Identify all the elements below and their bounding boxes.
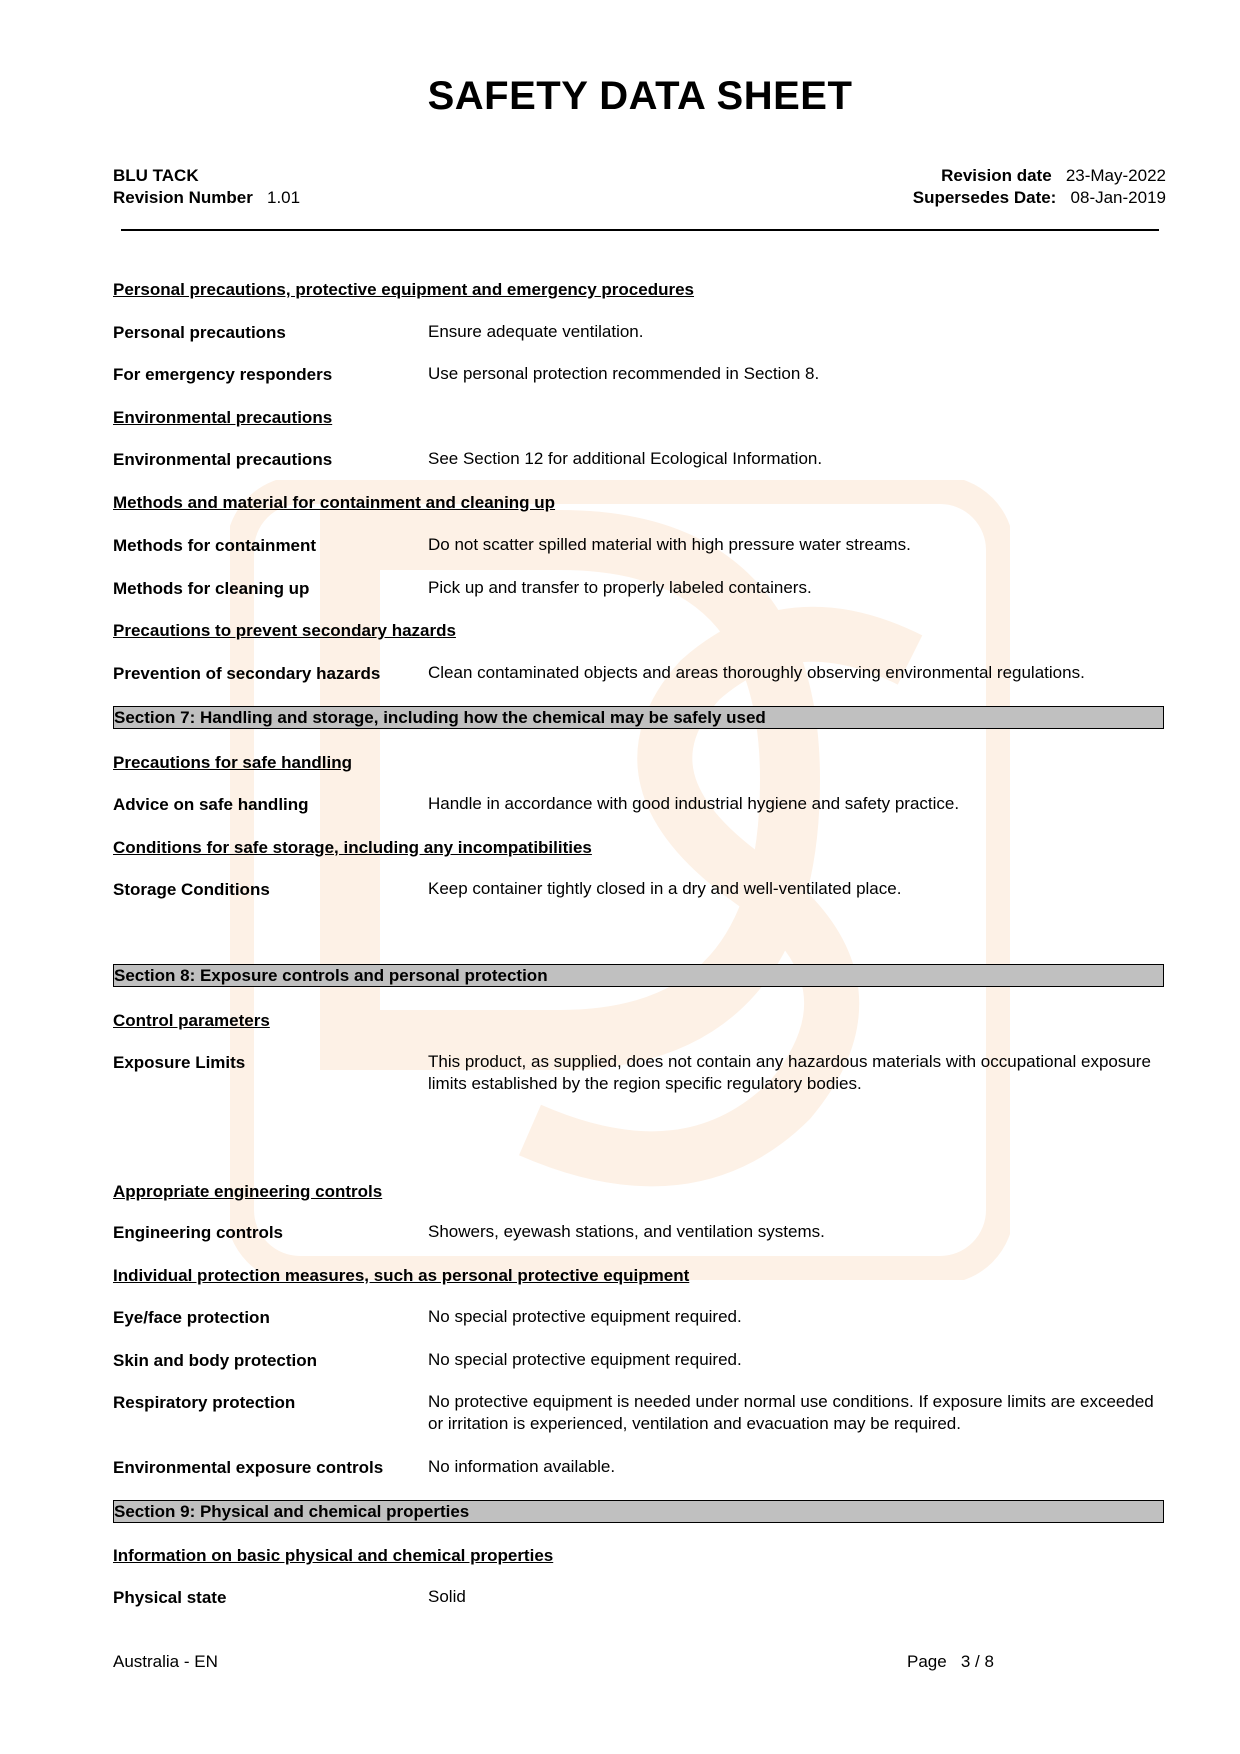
field-value-advice-on-safe-handling: Handle in accordance with good industrial hygiene and safety practice. — [428, 794, 960, 813]
revision-date-label: Revision date — [941, 166, 1052, 185]
field-label-respiratory-protection: Respiratory protection — [113, 1393, 296, 1412]
revision-number-value: 1.01 — [266, 188, 301, 207]
field-label-prevention-of-secondary-hazards: Prevention of secondary hazards — [113, 664, 381, 683]
header-divider — [121, 229, 1159, 231]
subheading-precautions-to-prevent-secondary-hazards: Precautions to prevent secondary hazards — [113, 621, 456, 640]
field-label-skin-and-body-protection: Skin and body protection — [113, 1351, 318, 1370]
revision-number-label: Revision Number — [113, 188, 253, 207]
subheading-methods-and-material-for-containment-and: Methods and material for containment and cleaning up — [113, 493, 556, 512]
field-value-methods-for-cleaning-up: Pick up and transfer to properly labeled containers. — [428, 578, 812, 597]
supersedes-date-label: Supersedes Date: — [912, 188, 1057, 207]
field-value-environmental-exposure-controls: No information available. — [428, 1457, 616, 1476]
field-label-exposure-limits: Exposure Limits — [113, 1053, 246, 1072]
section-header-section-9-physical-and-chemical-properti: Section 9: Physical and chemical properties — [113, 1500, 1164, 1523]
field-label-environmental-exposure-controls: Environmental exposure controls — [113, 1458, 384, 1477]
field-label-engineering-controls: Engineering controls — [113, 1223, 284, 1242]
field-value-for-emergency-responders: Use personal protection recommended in Section 8. — [428, 364, 820, 383]
field-value-prevention-of-secondary-hazards: Clean contaminated objects and areas thoroughly observing environmental regulations. — [428, 663, 1085, 682]
document-title: SAFETY DATA SHEET — [427, 74, 853, 118]
subheading-conditions-for-safe-storage-including-an: Conditions for safe storage, including any incompatibilities — [113, 838, 592, 857]
field-label-methods-for-containment: Methods for containment — [113, 536, 317, 555]
field-value-engineering-controls: Showers, eyewash stations, and ventilation systems. — [428, 1222, 825, 1241]
field-value-respiratory-protection: No protective equipment is needed under normal use conditions. If exposure limits are exceeded or irritation is experienced, ventilation and evacuation may be required. — [428, 1392, 1154, 1433]
revision-date-value: 23-May-2022 — [1065, 166, 1166, 185]
field-label-storage-conditions: Storage Conditions — [113, 880, 270, 899]
field-value-exposure-limits: This product, as supplied, does not contain any hazardous materials with occupational exposure limits established by the region specific regulatory bodies. — [428, 1052, 1151, 1093]
subheading-precautions-for-safe-handling: Precautions for safe handling — [113, 753, 352, 772]
field-value-environmental-precautions: See Section 12 for additional Ecological Information. — [428, 449, 823, 468]
subheading-personal-precautions-protective-equipmen: Personal precautions, protective equipment and emergency procedures — [113, 280, 695, 299]
section-header-section-8-exposure-controls-and-personal: Section 8: Exposure controls and personal protection — [113, 964, 1164, 987]
field-label-methods-for-cleaning-up: Methods for cleaning up — [113, 579, 310, 598]
page-label: Page — [907, 1652, 947, 1671]
product-name: BLU TACK — [113, 166, 199, 185]
field-label-physical-state: Physical state — [113, 1588, 227, 1607]
field-label-for-emergency-responders: For emergency responders — [113, 365, 333, 384]
supersedes-date-value: 08-Jan-2019 — [1070, 188, 1166, 207]
section-header-section-7-handling-and-storage-including: Section 7: Handling and storage, including how the chemical may be safely used — [113, 706, 1164, 729]
field-label-environmental-precautions: Environmental precautions — [113, 450, 333, 469]
field-label-advice-on-safe-handling: Advice on safe handling — [113, 795, 309, 814]
field-value-methods-for-containment: Do not scatter spilled material with high pressure water streams. — [428, 535, 911, 554]
revision-date — [941, 165, 1166, 187]
field-label-personal-precautions: Personal precautions — [113, 323, 286, 342]
subheading-individual-protection-measures-such-as-p: Individual protection measures, such as personal protective equipment — [113, 1266, 690, 1285]
subheading-control-parameters: Control parameters — [113, 1011, 270, 1030]
field-label-eye-face-protection: Eye/face protection — [113, 1308, 270, 1327]
field-value-physical-state: Solid — [428, 1587, 466, 1606]
revision-number — [113, 187, 300, 209]
footer-locale: Australia - EN — [113, 1652, 218, 1671]
supersedes-date — [913, 187, 1166, 209]
footer-page — [907, 1652, 994, 1672]
subheading-appropriate-engineering-controls: Appropriate engineering controls — [113, 1182, 383, 1201]
field-value-personal-precautions: Ensure adequate ventilation. — [428, 322, 644, 341]
field-value-storage-conditions: Keep container tightly closed in a dry and well-ventilated place. — [428, 879, 902, 898]
field-value-skin-and-body-protection: No special protective equipment required. — [428, 1350, 742, 1369]
field-value-eye-face-protection: No special protective equipment required. — [428, 1307, 742, 1326]
page-number: 3 / 8 — [960, 1652, 994, 1671]
subheading-information-on-basic-physical-and-chemic: Information on basic physical and chemical properties — [113, 1546, 554, 1565]
subheading-environmental-precautions: Environmental precautions — [113, 408, 333, 427]
